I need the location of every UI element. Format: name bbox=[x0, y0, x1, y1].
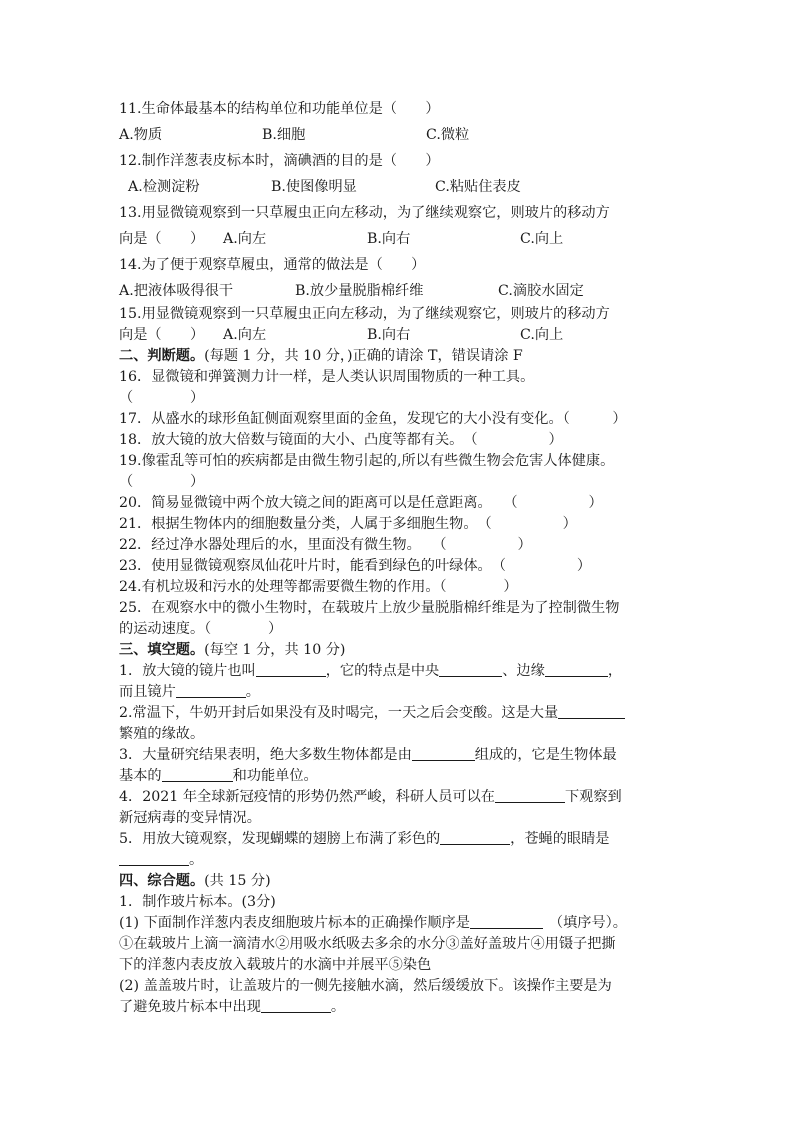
answer-blank[interactable] bbox=[261, 997, 331, 1013]
answer-blank[interactable] bbox=[162, 766, 233, 782]
fill-text: 2.常温下，牛奶开封后如果没有及时喝完，一天之后会变酸。这是大量 bbox=[119, 705, 559, 721]
answer-blank[interactable] bbox=[495, 787, 565, 803]
fill-item-3-cont bbox=[119, 766, 679, 787]
fill-item-2-cont bbox=[119, 724, 679, 745]
fill-item-2 bbox=[119, 703, 679, 724]
option-a: A.向左 bbox=[223, 327, 267, 343]
judge-text: 的运动速度。（ ） bbox=[119, 621, 283, 637]
fill-text: 组成的，它是生物体最 bbox=[474, 747, 617, 763]
judge-text: 19.像霍乱等可怕的疾病都是由微生物引起的,所以有些微生物会危害人体健康。 bbox=[119, 453, 615, 469]
fill-text: 下观察到 bbox=[564, 789, 622, 805]
comp-steps bbox=[119, 934, 679, 955]
option-a: A.向左 bbox=[223, 231, 267, 247]
judge-item-17 bbox=[119, 409, 679, 430]
answer-blank[interactable] bbox=[119, 850, 189, 866]
judge-item-23 bbox=[119, 556, 679, 577]
fill-item-3 bbox=[119, 745, 679, 766]
fill-item-1 bbox=[119, 661, 679, 682]
judge-item-24 bbox=[119, 577, 679, 598]
section-note: (共 15 分) bbox=[204, 873, 271, 889]
answer-bracket: （ ） bbox=[119, 474, 205, 490]
fill-item-4 bbox=[119, 787, 679, 808]
fill-item-5 bbox=[119, 829, 679, 850]
answer-blank[interactable] bbox=[256, 661, 326, 677]
question-text: 12.制作洋葱表皮标本时，滴碘酒的目的是（ ） bbox=[119, 153, 440, 169]
options-13 bbox=[119, 226, 679, 252]
question-14 bbox=[119, 252, 679, 278]
options-15 bbox=[119, 325, 679, 346]
question-13 bbox=[119, 200, 679, 226]
judge-item-18 bbox=[119, 430, 679, 451]
fill-item-1-cont bbox=[119, 682, 679, 703]
fill-item-5-cont bbox=[119, 850, 679, 871]
judge-text: 25．在观察水中的微小生物时，在载玻片上放少量脱脂棉纤维是为了控制微生物 bbox=[119, 600, 620, 616]
comp-text: (2) 盖盖玻片时，让盖玻片的一侧先接触水滴，然后缓缓放下。该操作主要是为 bbox=[119, 978, 612, 994]
fill-text: 基本的 bbox=[119, 768, 162, 784]
question-text-cont: 向是（ ） bbox=[119, 231, 205, 247]
fill-text: ，苍蝇的眼睛是 bbox=[510, 831, 610, 847]
question-text: 15.用显微镜观察到一只草履虫正向左移动，为了继续观察它，则玻片的移动方 bbox=[119, 306, 610, 322]
option-b: B.向右 bbox=[367, 327, 411, 343]
answer-blank[interactable] bbox=[558, 703, 625, 719]
judge-text: 23．使用显微镜观察凤仙花叶片时，能看到绿色的叶绿体。 （ ） bbox=[119, 558, 592, 574]
question-15 bbox=[119, 304, 679, 325]
comp-item-1 bbox=[119, 892, 679, 913]
section-note: (每空 1 分，共 10 分) bbox=[204, 642, 346, 658]
fill-text: 5．用放大镜观察，发现蝴蝶的翅膀上布满了彩色的 bbox=[119, 831, 441, 847]
fill-text: 繁殖的缘故。 bbox=[119, 726, 205, 742]
fill-text: ，它的特点是中央 bbox=[325, 663, 440, 679]
fill-text: 新冠病毒的变异情况。 bbox=[119, 810, 261, 826]
exam-page bbox=[119, 96, 679, 1018]
comp-text: 了避免玻片标本中出现 bbox=[119, 999, 261, 1015]
fill-item-4-cont bbox=[119, 808, 679, 829]
fill-text: 和功能单位。 bbox=[232, 768, 318, 784]
judge-item-16-bracket bbox=[119, 388, 679, 409]
fill-text: 而且镜片 bbox=[119, 684, 176, 700]
judge-item-16 bbox=[119, 367, 679, 388]
option-b: B.放少量脱脂棉纤维 bbox=[295, 283, 424, 299]
section-note: (每题 1 分，共 10 分，)正确的请涂 T，错误请涂 F bbox=[204, 348, 523, 364]
answer-blank[interactable] bbox=[545, 661, 608, 677]
answer-blank[interactable] bbox=[412, 745, 475, 761]
judge-text: 20．简易显微镜中两个放大镜之间的距离可以是任意距离。 （ ） bbox=[119, 495, 603, 511]
comp-text: (1) 下面制作洋葱内表皮细胞玻片标本的正确操作顺序是 bbox=[119, 915, 470, 931]
fill-text: 3．大量研究结果表明，绝大多数生物体都是由 bbox=[119, 747, 412, 763]
option-a: A.检测淀粉 bbox=[128, 179, 200, 195]
fill-text: 4．2021 年全球新冠疫情的形势仍然严峻，科研人员可以在 bbox=[119, 789, 495, 805]
judge-item-21 bbox=[119, 514, 679, 535]
judge-text: 24.有机垃圾和污水的处理等都需要微生物的作用。（ ） bbox=[119, 579, 518, 595]
options-14 bbox=[119, 278, 679, 304]
question-text-cont: 向是（ ） bbox=[119, 327, 205, 343]
fill-text: 。 bbox=[189, 852, 204, 868]
fill-text: ， bbox=[607, 663, 623, 679]
judge-text: 17．从盛水的球形鱼缸侧面观察里面的金鱼，发现它的大小没有变化。（ ） bbox=[119, 411, 627, 427]
option-c: C.向上 bbox=[520, 327, 564, 343]
judge-item-20 bbox=[119, 493, 679, 514]
section-comp-heading bbox=[119, 871, 679, 892]
option-c: C.向上 bbox=[520, 231, 564, 247]
option-c: C.微粒 bbox=[426, 127, 470, 143]
comp-text: 1．制作玻片标本。(3分) bbox=[119, 894, 276, 910]
answer-blank[interactable] bbox=[439, 661, 502, 677]
section-title: 二、判断题。 bbox=[119, 348, 205, 364]
section-title: 三、填空题。 bbox=[119, 642, 205, 658]
fill-text: 、边缘 bbox=[502, 663, 545, 679]
question-text: 13.用显微镜观察到一只草履虫正向左移动，为了继续观察它，则玻片的移动方 bbox=[119, 205, 610, 221]
question-text: 11.生命体最基本的结构单位和功能单位是（ ） bbox=[119, 101, 440, 117]
option-c: C.滴胶水固定 bbox=[498, 283, 584, 299]
answer-blank[interactable] bbox=[176, 682, 246, 698]
question-11 bbox=[119, 96, 679, 122]
options-11 bbox=[119, 122, 679, 148]
question-12 bbox=[119, 148, 679, 174]
judge-item-19 bbox=[119, 451, 679, 472]
comp-item-1-sub1 bbox=[119, 913, 679, 934]
comp-text: 。 bbox=[330, 999, 346, 1015]
judge-text: 21．根据生物体内的细胞数量分类，人属于多细胞生物。 （ ） bbox=[119, 516, 577, 532]
answer-blank[interactable] bbox=[470, 913, 543, 929]
judge-text: 18．放大镜的放大倍数与镜面的大小、凸度等都有关。 （ ） bbox=[119, 432, 563, 448]
judge-item-22 bbox=[119, 535, 679, 556]
judge-item-19-bracket bbox=[119, 472, 679, 493]
options-12 bbox=[119, 174, 679, 200]
option-b: B.向右 bbox=[367, 231, 411, 247]
judge-item-25-cont bbox=[119, 619, 679, 640]
answer-bracket: （ ） bbox=[119, 390, 205, 406]
comp-steps-cont bbox=[119, 955, 679, 976]
option-b: B.使图像明显 bbox=[271, 179, 357, 195]
option-a: A.把液体吸得很干 bbox=[119, 283, 234, 299]
judge-item-25 bbox=[119, 598, 679, 619]
option-b: B.细胞 bbox=[262, 127, 306, 143]
judge-text: 16．显微镜和弹簧测力计一样，是人类认识周围物质的一种工具。 bbox=[119, 369, 535, 385]
section-judge-heading bbox=[119, 346, 679, 367]
judge-text: 22．经过净水器处理后的水，里面没有微生物。 （ ） bbox=[119, 537, 532, 553]
comp-text: ①在载玻片上滴一滴清水②用吸水纸吸去多余的水分③盖好盖玻片④用镊子把撕 bbox=[119, 936, 616, 952]
comp-item-1-sub2-cont bbox=[119, 997, 679, 1018]
comp-item-1-sub2 bbox=[119, 976, 679, 997]
option-c: C.粘贴住表皮 bbox=[435, 179, 521, 195]
question-text: 14.为了便于观察草履虫，通常的做法是（ ） bbox=[119, 257, 426, 273]
fill-text: 。 bbox=[245, 684, 260, 700]
comp-text: 下的洋葱内表皮放入载玻片的水滴中并展平⑤染色 bbox=[119, 957, 432, 973]
section-title: 四、综合题。 bbox=[119, 873, 205, 889]
option-a: A.物质 bbox=[119, 127, 163, 143]
fill-text: 1．放大镜的镜片也叫 bbox=[119, 663, 256, 679]
answer-blank[interactable] bbox=[440, 829, 510, 845]
section-fill-heading bbox=[119, 640, 679, 661]
comp-text: （填序号）。 bbox=[548, 915, 627, 931]
